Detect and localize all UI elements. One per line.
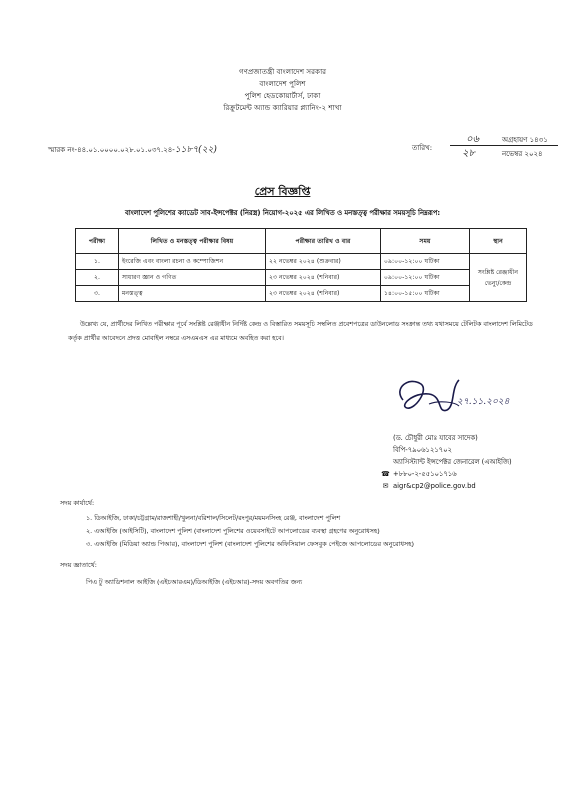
page-title: প্রেস বিজ্ঞপ্তি	[254, 185, 311, 198]
notice-paragraph: উল্লেখ্য যে, প্রার্থীদের লিখিত পরীক্ষার পূর্বে সংশ্লিষ্ট রেঞ্জাধীন নির্দিষ্ট কেন্দ্র ও বিস্তারিত সময়সূচি সম্বলিত প্রবেশপত্রের ডাউনলোড সংক্রান্ত তথ্য যথাসময়ে টেলিটক বাংলাদেশ লিমিটেড কর্তৃক প্রার্থীর আবেদনে প্রদত্ত মোবাইল নম্বরে এসএমএস এর মাধ্যমে অবহিত করা হবে।	[68, 320, 533, 342]
row-no: ২.	[76, 270, 119, 286]
header-police: বাংলাদেশ পুলিশ	[259, 79, 306, 88]
signatory-email-row	[382, 480, 512, 492]
header-headquarters: পুলিশ হেডকোয়ার্টার্স, ঢাকা	[244, 91, 321, 100]
info-heading: সদয় জ্ঞাতার্থে:	[60, 561, 97, 569]
row-time: ১৪:০০-১৫:০০ ঘটিকা	[381, 286, 470, 302]
row-date: ২২ নভেম্বর ২০২৪ (শুক্রবার)	[266, 254, 381, 270]
date-month-english: নভেম্বর ২০২৪	[502, 150, 543, 158]
row-no: ৩.	[76, 286, 119, 302]
table-header-row	[76, 229, 527, 254]
list-item: ৩. এআইজি (মিডিয়া অ্যান্ড পিআর), বাংলাদেশ পুলিশ (বাংলাদেশ পুলিশের অফিসিয়াল ফেসবুক পেইজে আপলোডের অনুরোধসহ)	[86, 540, 414, 548]
email-icon: ✉	[382, 482, 389, 490]
info-list	[68, 576, 302, 589]
row-time: ০৯:০০-১২:০০ ঘটিকা	[381, 254, 470, 270]
signatory-name: (ড. চৌধুরী মোঃ যাবের সাদেক)	[393, 434, 478, 442]
phone-icon: ☎	[381, 470, 390, 478]
date-month-bangla: অগ্রহায়ণ ১৪৩১	[502, 136, 548, 144]
row-date: ২৩ নভেম্বর ২০২৪ (শনিবার)	[266, 270, 381, 286]
header-subject: লিখিত ও মনস্তত্ত্ব পরীক্ষার বিষয়	[119, 229, 266, 254]
exam-schedule-table	[75, 228, 527, 302]
action-list	[68, 512, 414, 551]
signatory-bp: বিপি-৭৯০৬১২১৭০২	[393, 446, 452, 454]
table-row	[76, 286, 527, 302]
action-heading: সদয় কার্যার্থে:	[60, 499, 95, 507]
list-item: পিএ টু অ্যাডিশনাল আইজি (এইচআরএম)/ডিআইজি (এইচআর)-সদয় অবগতির জন্য	[86, 578, 303, 586]
row-subject: ইংরেজি এবং বাংলা রচনা ও কম্পোজিশন	[119, 254, 266, 270]
header-exam: পরীক্ষা	[76, 229, 119, 254]
memo-handwritten-number: ১১৮৭(২২)	[174, 145, 217, 155]
header-venue: স্থান	[470, 229, 527, 254]
signature-block	[381, 432, 512, 492]
table-row	[76, 254, 527, 270]
signatory-phone: +৮৮০-২-৫৫১০১৭১৬	[393, 470, 457, 478]
date-day-english: ২৮	[462, 148, 475, 159]
date-label: তারিখ:	[412, 144, 433, 152]
memo-number	[48, 142, 217, 157]
row-date: ২৩ নভেম্বর ২০২৪ (শনিবার)	[266, 286, 381, 302]
signature-image	[385, 370, 510, 428]
signatory-email: aigr&cp2@police.gov.bd	[393, 482, 476, 490]
subject-line: বাংলাদেশ পুলিশের ক্যাডেট সাব-ইন্সপেক্টর (নিরস্ত্র) নিয়োগ-২০২৫ এর লিখিত ও মনস্তত্ত্ব পরীক্ষার সময়সূচি নিম্নরূপ:	[124, 209, 441, 217]
row-subject: মনস্তত্ত্ব	[119, 286, 266, 302]
row-subject: সাধারণ জ্ঞান ও গণিত	[119, 270, 266, 286]
signature-date: ২৭.১১.২০২৪	[457, 397, 510, 407]
signatory-phone-row	[381, 468, 512, 480]
row-time: ০৯:০০-১২:০০ ঘটিকা	[381, 270, 470, 286]
venue-cell: সংশ্লিষ্ট রেঞ্জাধীন ভেন্যু/কেন্দ্র	[470, 254, 527, 302]
header-government: গণপ্রজাতন্ত্রী বাংলাদেশ সরকার	[238, 67, 327, 76]
header-date: পরীক্ষার তারিখ ও বার	[266, 229, 381, 254]
table-row	[76, 270, 527, 286]
memo-prefix: স্মারক নং-৪৪.০১.০০০০.০২৮.০১.০৩৭.২৪-	[48, 146, 175, 154]
row-no: ১.	[76, 254, 119, 270]
date-box	[450, 130, 560, 160]
header-branch: রিক্রুটমেন্ট অ্যান্ড ক্যারিয়ার প্ল্যানিং-২ শাখা	[223, 103, 342, 112]
list-item: ২. এআইজি (আইসিটি), বাংলাদেশ পুলিশ (বাংলাদেশ পুলিশের ওয়েবসাইটে আপলোডের ব্যবস্থা গ্রহণের অনুরোধসহ)	[86, 527, 380, 535]
signatory-designation: অ্যাসিস্ট্যান্ট ইন্সপেক্টর জেনারেল (এআইজি)	[393, 458, 512, 466]
list-item: ১. ডিআইজি, ঢাকা/চট্টগ্রাম/রাজশাহী/খুলনা/বরিশাল/সিলেট/রংপুর/ময়মনসিংহ রেঞ্জ, বাংলাদেশ পুলিশ	[86, 514, 341, 522]
date-day-bangla: ০৬	[466, 134, 480, 145]
header-time: সময়	[381, 229, 470, 254]
